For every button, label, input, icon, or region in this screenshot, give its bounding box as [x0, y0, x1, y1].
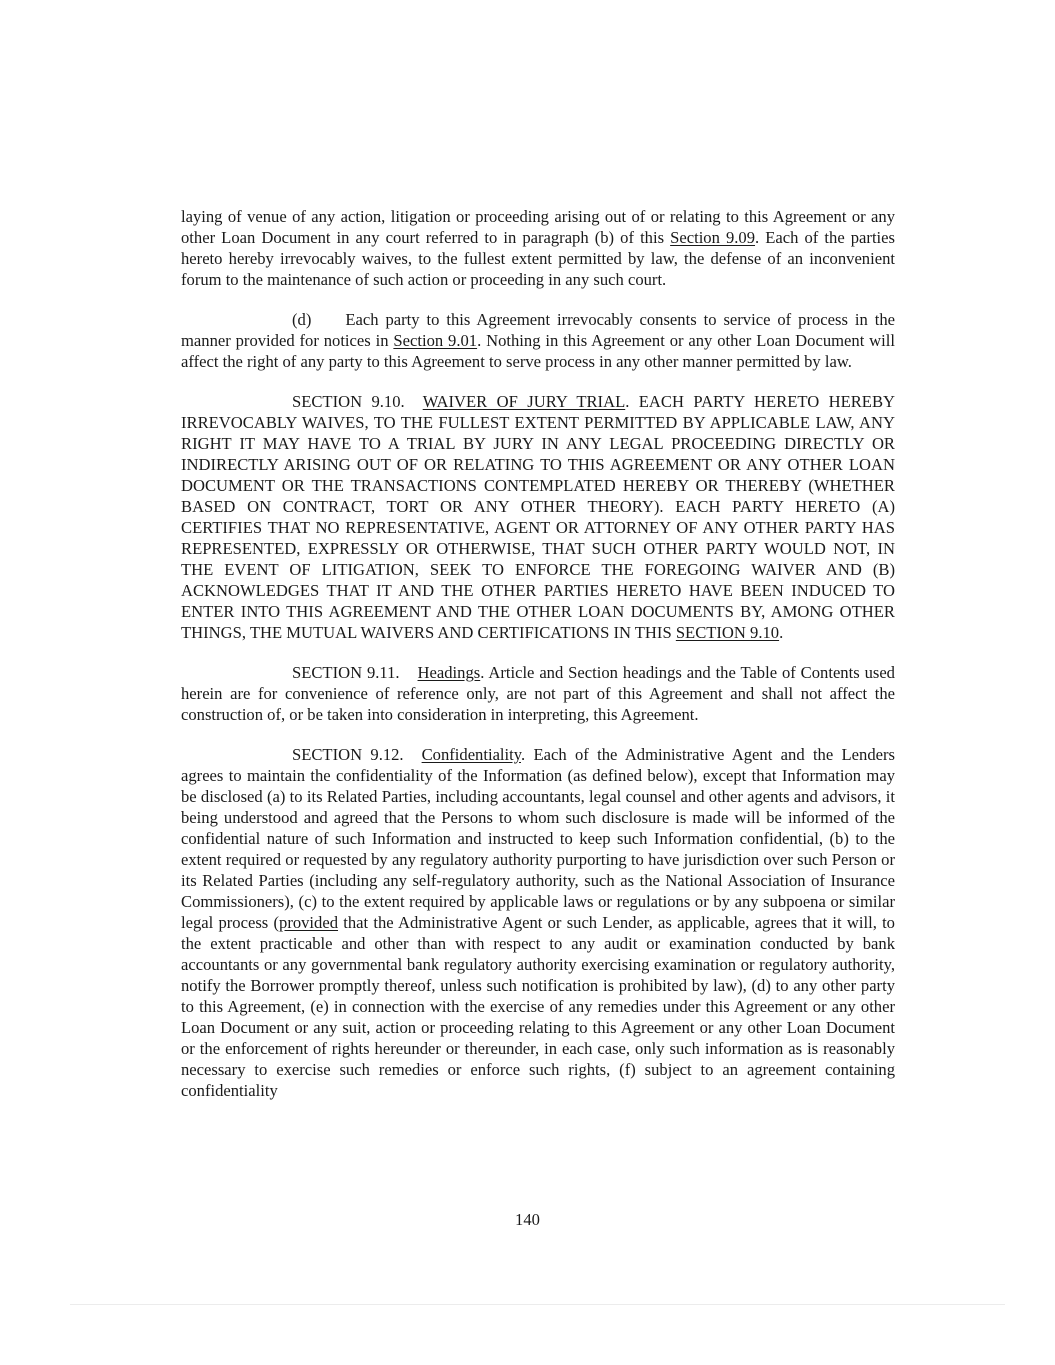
section-reference-9-10: SECTION 9.10	[675, 623, 780, 642]
paragraph-text: . Nothing in this Agreement or any other Loan Document will affect the right of any party to this Agreement to serve process in any other manner permitted by law.	[181, 331, 895, 371]
section-number: SECTION 9.10.	[292, 392, 405, 411]
paragraph-text: that the Administrative Agent or such Lender, as applicable, agrees that it will, to the extent practicable and other than with respect to any audit or examination conducted by bank accountants or any governmental bank regulatory authority exercising examination or regulatory authority, notify the Borrower promptly thereof, unless such notification is prohibited by law), (d) to any other party to this Agreement, (e) in connection with the exercise of any remedies under this Agreement or any other Loan Document or any suit, action or proceeding relating to this Agreement or any other Loan Document or the enforcement of rights hereunder or thereunder, in each case, only such information as is reasonably necessary to exercise such remedies or enforce such rights, (f) subject to an agreement containing confidentiality	[181, 913, 895, 1100]
section-9-11-headings	[181, 662, 895, 725]
document-page	[181, 206, 895, 1101]
paragraph-text: . EACH PARTY HERETO HEREBY IRREVOCABLY WAIVES, TO THE FULLEST EXTENT PERMITTED BY APPLICABLE LAW, ANY RIGHT IT MAY HAVE TO A TRIAL BY JURY IN ANY LEGAL PROCEEDING DIRECTLY OR INDIRECTLY ARISING OUT OF OR RELATING TO THIS AGREEMENT OR ANY OTHER LOAN DOCUMENT OR THE TRANSACTIONS CONTEMPLATED HEREBY OR THEREBY (WHETHER BASED ON CONTRACT, TORT OR ANY OTHER THEORY). EACH PARTY HERETO (A) CERTIFIES THAT NO REPRESENTATIVE, AGENT OR ATTORNEY OF ANY OTHER PARTY HAS REPRESENTED, EXPRESSLY OR OTHERWISE, THAT SUCH OTHER PARTY WOULD NOT, IN THE EVENT OF LITIGATION, SEEK TO ENFORCE THE FOREGOING WAIVER AND (B) ACKNOWLEDGES THAT IT AND THE OTHER PARTIES HERETO HAVE BEEN INDUCED TO ENTER INTO THIS AGREEMENT AND THE OTHER LOAN DOCUMENTS BY, AMONG OTHER THINGS, THE MUTUAL WAIVERS AND CERTIFICATIONS IN THIS	[181, 392, 895, 642]
page-bottom-divider	[70, 1304, 1005, 1305]
section-9-10-waiver-of-jury-trial	[181, 391, 895, 643]
paragraph-text: .	[779, 623, 784, 642]
paragraph-venue-continuation	[181, 206, 895, 290]
page-number: 140	[515, 1210, 540, 1229]
section-heading: Confidentiality	[421, 745, 521, 764]
paragraph-text: laying of venue of any action, litigation or proceeding arising out of or relating to this Agreement or any other Loan Document in any court referred to in paragraph (b) of this	[181, 207, 895, 247]
section-9-12-confidentiality	[181, 744, 895, 1101]
paragraph-text: . Each of the parties hereto hereby irrevocably waives, to the fullest extent permitted by law, the defense of an inconvenient forum to the maintenance of such action or proceeding in any such court.	[181, 228, 895, 289]
paragraph-text: . Article and Section headings and the Table of Contents used herein are for convenience of reference only, are not part of this Agreement and shall not affect the construction of, or be taken into consideration in interpreting, this Agreement.	[181, 663, 895, 724]
paragraph-text: Each party to this Agreement irrevocably consents to service of process in the manner provided for notices in	[181, 310, 895, 350]
provided-term: provided	[279, 913, 339, 932]
section-reference-9-09: Section 9.09	[670, 228, 756, 247]
paragraph-d-service-of-process	[181, 309, 895, 372]
paragraph-text: . Each of the Administrative Agent and the Lenders agrees to maintain the confidentiality of the Information (as defined below), except that Information may be disclosed (a) to its Related Parties, including accountants, legal counsel and other agents and advisors, it being understood and agreed that the Persons to whom such disclosure is made will be informed of the confidential nature of such Information and instructed to keep such Information confidential, (b) to the extent required or requested by any regulatory authority purporting to have jurisdiction over such Person or its Related Parties (including any self-regulatory authority, such as the National Association of Insurance Commissioners), (c) to the extent required by applicable laws or regulations or by any subpoena or similar legal process (	[181, 745, 895, 932]
section-heading: Headings	[417, 663, 481, 682]
clause-label-d: (d)	[292, 310, 312, 329]
section-reference-9-01: Section 9.01	[393, 331, 478, 350]
section-number: SECTION 9.11.	[292, 663, 400, 682]
section-heading: WAIVER OF JURY TRIAL	[422, 392, 626, 411]
section-number: SECTION 9.12.	[292, 745, 404, 764]
